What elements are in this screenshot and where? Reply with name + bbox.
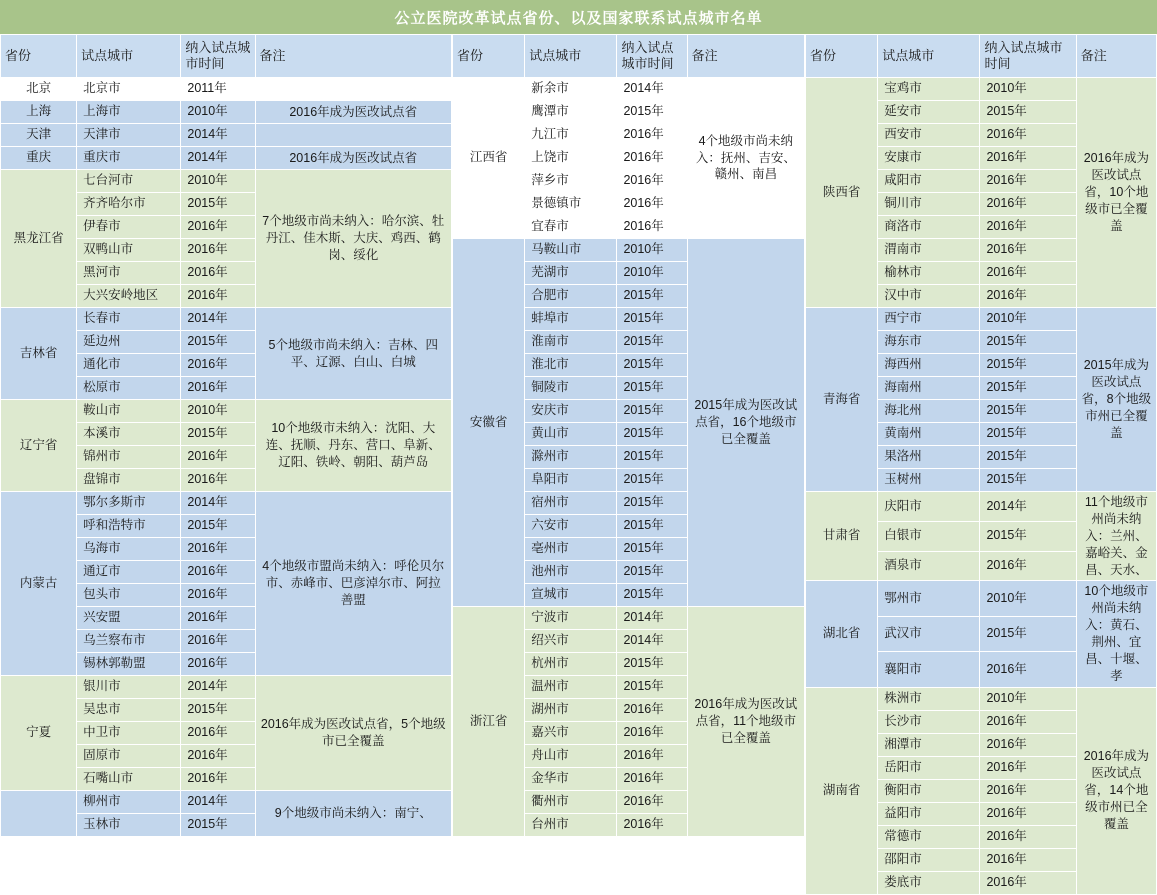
year-cell: 2016年 (617, 791, 687, 814)
year-cell: 2015年 (980, 616, 1076, 651)
table-row (1, 124, 452, 147)
year-cell: 2010年 (181, 400, 255, 423)
year-cell: 2016年 (980, 216, 1076, 239)
year-cell: 2015年 (617, 492, 687, 515)
city-cell: 呼和浩特市 (77, 515, 181, 538)
city-cell: 嘉兴市 (525, 722, 617, 745)
city-cell: 银川市 (77, 676, 181, 699)
city-cell: 锦州市 (77, 446, 181, 469)
city-cell: 绍兴市 (525, 630, 617, 653)
year-cell: 2014年 (181, 676, 255, 699)
province-cell: 北京 (1, 78, 77, 101)
year-cell: 2016年 (181, 768, 255, 791)
year-cell: 2016年 (617, 814, 687, 837)
city-cell: 兴安盟 (77, 607, 181, 630)
year-cell: 2016年 (181, 285, 255, 308)
header-province: 省份 (1, 35, 77, 78)
year-cell: 2015年 (617, 400, 687, 423)
note-cell: 4个地级市盟尚未纳入：呼伦贝尔市、赤峰市、巴彦淖尔市、阿拉善盟 (255, 492, 451, 676)
city-cell: 宝鸡市 (878, 78, 980, 101)
city-cell: 常德市 (878, 825, 980, 848)
note-cell (255, 78, 451, 101)
city-cell: 淮北市 (525, 354, 617, 377)
table-row (1, 791, 452, 814)
year-cell: 2015年 (181, 814, 255, 837)
year-cell: 2014年 (181, 492, 255, 515)
city-cell: 襄阳市 (878, 652, 980, 687)
city-cell: 本溪市 (77, 423, 181, 446)
table-row (1, 78, 452, 101)
note-cell: 2016年成为医改试点省，10个地级市已全覆盖 (1076, 78, 1156, 308)
city-cell: 白银市 (878, 521, 980, 551)
city-cell: 果洛州 (878, 446, 980, 469)
city-cell: 衡阳市 (878, 779, 980, 802)
city-cell: 鄂尔多斯市 (77, 492, 181, 515)
header-note: 备注 (255, 35, 451, 78)
city-cell: 宜春市 (525, 216, 617, 239)
note-cell: 4个地级市尚未纳入：抚州、吉安、赣州、南昌 (687, 78, 804, 239)
note-cell: 5个地级市尚未纳入：吉林、四平、辽源、白山、白城 (255, 308, 451, 400)
city-cell: 铜陵市 (525, 377, 617, 400)
year-cell: 2016年 (181, 745, 255, 768)
city-cell: 宁波市 (525, 607, 617, 630)
city-cell: 淮南市 (525, 331, 617, 354)
city-cell: 海西州 (878, 354, 980, 377)
city-cell: 宿州市 (525, 492, 617, 515)
city-cell: 上海市 (77, 101, 181, 124)
year-cell: 2010年 (980, 581, 1076, 616)
year-cell: 2015年 (617, 653, 687, 676)
city-cell: 包头市 (77, 584, 181, 607)
year-cell: 2015年 (617, 423, 687, 446)
year-cell: 2010年 (980, 78, 1076, 101)
table-row (1, 400, 452, 423)
year-cell: 2014年 (617, 607, 687, 630)
province-cell: 浙江省 (453, 607, 525, 837)
note-cell: 2015年成为医改试点省，8个地级市州已全覆盖 (1076, 308, 1156, 492)
year-cell: 2016年 (181, 239, 255, 262)
city-cell: 商洛市 (878, 216, 980, 239)
year-cell: 2011年 (181, 78, 255, 101)
city-cell: 乌海市 (77, 538, 181, 561)
table-row (1, 147, 452, 170)
year-cell: 2016年 (617, 722, 687, 745)
province-cell: 陕西省 (806, 78, 878, 308)
year-cell: 2014年 (980, 492, 1076, 522)
city-cell: 西安市 (878, 124, 980, 147)
table-row (806, 492, 1157, 522)
city-cell: 台州市 (525, 814, 617, 837)
year-cell: 2016年 (181, 653, 255, 676)
city-cell: 海南州 (878, 377, 980, 400)
city-cell: 滁州市 (525, 446, 617, 469)
city-cell: 亳州市 (525, 538, 617, 561)
city-cell: 阜阳市 (525, 469, 617, 492)
city-cell: 延安市 (878, 101, 980, 124)
year-cell: 2016年 (980, 285, 1076, 308)
city-cell: 黄山市 (525, 423, 617, 446)
city-cell: 玉树州 (878, 469, 980, 492)
city-cell: 株洲市 (878, 687, 980, 710)
city-cell: 长沙市 (878, 710, 980, 733)
city-cell: 萍乡市 (525, 170, 617, 193)
year-cell: 2015年 (980, 400, 1076, 423)
year-cell: 2015年 (617, 101, 687, 124)
year-cell: 2014年 (181, 791, 255, 814)
table-row (806, 308, 1157, 331)
year-cell: 2014年 (617, 630, 687, 653)
header-city: 试点城市 (525, 35, 617, 78)
year-cell: 2015年 (617, 354, 687, 377)
city-cell: 池州市 (525, 561, 617, 584)
year-cell: 2016年 (181, 630, 255, 653)
city-cell: 固原市 (77, 745, 181, 768)
city-cell: 益阳市 (878, 802, 980, 825)
city-cell: 鞍山市 (77, 400, 181, 423)
province-cell: 青海省 (806, 308, 878, 492)
note-cell: 2016年成为医改试点省，5个地级市已全覆盖 (255, 676, 451, 791)
header-province: 省份 (453, 35, 525, 78)
year-cell: 2015年 (980, 423, 1076, 446)
year-cell: 2015年 (617, 285, 687, 308)
table-row (806, 581, 1157, 616)
table-block-1 (0, 34, 452, 837)
year-cell: 2016年 (980, 825, 1076, 848)
header-note: 备注 (1076, 35, 1156, 78)
year-cell: 2016年 (181, 377, 255, 400)
province-cell: 湖南省 (806, 687, 878, 894)
province-cell: 内蒙古 (1, 492, 77, 676)
city-cell: 岳阳市 (878, 756, 980, 779)
year-cell: 2015年 (617, 377, 687, 400)
note-cell: 9个地级市尚未纳入：南宁、 (255, 791, 451, 837)
province-cell: 安徽省 (453, 239, 525, 607)
city-cell: 乌兰察布市 (77, 630, 181, 653)
city-cell: 芜湖市 (525, 262, 617, 285)
year-cell: 2010年 (181, 170, 255, 193)
city-cell: 锡林郭勒盟 (77, 653, 181, 676)
city-cell: 湘潭市 (878, 733, 980, 756)
year-cell: 2010年 (980, 687, 1076, 710)
year-cell: 2016年 (980, 710, 1076, 733)
year-cell: 2015年 (980, 521, 1076, 551)
note-cell: 2015年成为医改试点省，16个地级市已全覆盖 (687, 239, 804, 607)
city-cell: 温州市 (525, 676, 617, 699)
city-cell: 六安市 (525, 515, 617, 538)
year-cell: 2016年 (617, 768, 687, 791)
year-cell: 2010年 (181, 101, 255, 124)
city-cell: 鹰潭市 (525, 101, 617, 124)
province-cell: 江西省 (453, 78, 525, 239)
province-cell: 甘肃省 (806, 492, 878, 581)
year-cell: 2016年 (980, 733, 1076, 756)
year-cell: 2016年 (181, 216, 255, 239)
note-cell: 11个地级市州尚未纳入：兰州、嘉峪关、金昌、天水、 (1076, 492, 1156, 581)
year-cell: 2016年 (181, 469, 255, 492)
year-cell: 2016年 (181, 354, 255, 377)
header-province: 省份 (806, 35, 878, 78)
table-header-row (806, 35, 1157, 78)
year-cell: 2016年 (980, 193, 1076, 216)
table-row (806, 78, 1157, 101)
city-cell: 榆林市 (878, 262, 980, 285)
year-cell: 2015年 (980, 101, 1076, 124)
header-year: 纳入试点城市时间 (980, 35, 1076, 78)
year-cell: 2016年 (617, 216, 687, 239)
year-cell: 2016年 (617, 124, 687, 147)
year-cell: 2016年 (980, 124, 1076, 147)
year-cell: 2015年 (181, 331, 255, 354)
tables-container (0, 34, 1157, 895)
city-cell: 咸阳市 (878, 170, 980, 193)
city-cell: 酒泉市 (878, 551, 980, 581)
year-cell: 2015年 (181, 699, 255, 722)
year-cell: 2016年 (181, 262, 255, 285)
city-cell: 西宁市 (878, 308, 980, 331)
year-cell: 2016年 (617, 745, 687, 768)
year-cell: 2016年 (980, 239, 1076, 262)
city-cell: 北京市 (77, 78, 181, 101)
table-row (1, 170, 452, 193)
year-cell: 2015年 (617, 515, 687, 538)
table-row (1, 492, 452, 515)
table-row (1, 676, 452, 699)
city-cell: 安康市 (878, 147, 980, 170)
header-city: 试点城市 (878, 35, 980, 78)
year-cell: 2016年 (617, 147, 687, 170)
city-cell: 金华市 (525, 768, 617, 791)
year-cell: 2016年 (980, 779, 1076, 802)
page-title-bar (0, 0, 1157, 34)
table-row (453, 239, 805, 262)
city-cell: 湖州市 (525, 699, 617, 722)
table-body-2 (453, 78, 805, 837)
city-cell: 玉林市 (77, 814, 181, 837)
year-cell: 2015年 (617, 561, 687, 584)
city-cell: 盘锦市 (77, 469, 181, 492)
year-cell: 2016年 (980, 551, 1076, 581)
city-cell: 黑河市 (77, 262, 181, 285)
year-cell: 2016年 (980, 871, 1076, 894)
note-cell: 2016年成为医改试点省，11个地级市已全覆盖 (687, 607, 804, 837)
year-cell: 2015年 (980, 469, 1076, 492)
year-cell: 2015年 (617, 308, 687, 331)
city-cell: 海东市 (878, 331, 980, 354)
year-cell: 2015年 (617, 538, 687, 561)
province-cell (1, 791, 77, 837)
city-cell: 重庆市 (77, 147, 181, 170)
year-cell: 2016年 (181, 446, 255, 469)
year-cell: 2016年 (181, 538, 255, 561)
city-cell: 娄底市 (878, 871, 980, 894)
city-cell: 马鞍山市 (525, 239, 617, 262)
city-cell: 安庆市 (525, 400, 617, 423)
year-cell: 2015年 (181, 515, 255, 538)
city-cell: 新余市 (525, 78, 617, 101)
city-cell: 通辽市 (77, 561, 181, 584)
table-row (1, 101, 452, 124)
header-year: 纳入试点城市时间 (181, 35, 255, 78)
year-cell: 2016年 (980, 170, 1076, 193)
year-cell: 2016年 (980, 756, 1076, 779)
city-cell: 渭南市 (878, 239, 980, 262)
table-row (453, 78, 805, 101)
year-cell: 2014年 (181, 308, 255, 331)
year-cell: 2015年 (980, 377, 1076, 400)
province-cell: 宁夏 (1, 676, 77, 791)
year-cell: 2015年 (617, 584, 687, 607)
header-city: 试点城市 (77, 35, 181, 78)
city-cell: 齐齐哈尔市 (77, 193, 181, 216)
city-cell: 九江市 (525, 124, 617, 147)
year-cell: 2010年 (617, 239, 687, 262)
city-cell: 伊春市 (77, 216, 181, 239)
city-cell: 长春市 (77, 308, 181, 331)
year-cell: 2015年 (617, 676, 687, 699)
header-note: 备注 (687, 35, 804, 78)
city-cell: 武汉市 (878, 616, 980, 651)
note-cell: 10个地级市未纳入：沈阳、大连、抚顺、丹东、营口、阜新、辽阳、铁岭、朝阳、葫芦岛 (255, 400, 451, 492)
table-body-1 (1, 78, 452, 837)
city-cell: 吴忠市 (77, 699, 181, 722)
city-cell: 双鸭山市 (77, 239, 181, 262)
year-cell: 2016年 (617, 193, 687, 216)
city-cell: 松原市 (77, 377, 181, 400)
province-cell: 辽宁省 (1, 400, 77, 492)
year-cell: 2016年 (181, 722, 255, 745)
year-cell: 2016年 (980, 802, 1076, 825)
province-cell: 湖北省 (806, 581, 878, 687)
city-cell: 宣城市 (525, 584, 617, 607)
year-cell: 2016年 (617, 699, 687, 722)
year-cell: 2016年 (181, 561, 255, 584)
city-cell: 汉中市 (878, 285, 980, 308)
city-cell: 柳州市 (77, 791, 181, 814)
province-cell: 吉林省 (1, 308, 77, 400)
year-cell: 2016年 (980, 848, 1076, 871)
city-cell: 景德镇市 (525, 193, 617, 216)
city-cell: 黄南州 (878, 423, 980, 446)
city-cell: 舟山市 (525, 745, 617, 768)
city-cell: 铜川市 (878, 193, 980, 216)
province-cell: 重庆 (1, 147, 77, 170)
province-cell: 天津 (1, 124, 77, 147)
year-cell: 2015年 (181, 193, 255, 216)
province-cell: 上海 (1, 101, 77, 124)
note-cell: 2016年成为医改试点省 (255, 101, 451, 124)
table-block-3 (805, 34, 1157, 895)
city-cell: 七台河市 (77, 170, 181, 193)
city-cell: 大兴安岭地区 (77, 285, 181, 308)
city-cell: 石嘴山市 (77, 768, 181, 791)
year-cell: 2014年 (181, 124, 255, 147)
table-row (1, 308, 452, 331)
note-cell (255, 124, 451, 147)
year-cell: 2016年 (617, 170, 687, 193)
table-body-3 (806, 78, 1157, 895)
city-cell: 蚌埠市 (525, 308, 617, 331)
city-cell: 合肥市 (525, 285, 617, 308)
city-cell: 中卫市 (77, 722, 181, 745)
city-cell: 延边州 (77, 331, 181, 354)
table-row (806, 687, 1157, 710)
year-cell: 2015年 (980, 446, 1076, 469)
table-row (453, 607, 805, 630)
city-cell: 衢州市 (525, 791, 617, 814)
year-cell: 2016年 (181, 584, 255, 607)
year-cell: 2010年 (617, 262, 687, 285)
table-header-row (1, 35, 452, 78)
year-cell: 2016年 (980, 652, 1076, 687)
city-cell: 上饶市 (525, 147, 617, 170)
year-cell: 2015年 (617, 446, 687, 469)
province-cell: 黑龙江省 (1, 170, 77, 308)
year-cell: 2015年 (980, 354, 1076, 377)
year-cell: 2014年 (181, 147, 255, 170)
year-cell: 2016年 (980, 262, 1076, 285)
year-cell: 2010年 (980, 308, 1076, 331)
note-cell: 2016年成为医改试点省 (255, 147, 451, 170)
city-cell: 海北州 (878, 400, 980, 423)
year-cell: 2015年 (617, 331, 687, 354)
city-cell: 庆阳市 (878, 492, 980, 522)
year-cell: 2015年 (617, 469, 687, 492)
table-block-2 (452, 34, 805, 837)
city-cell: 鄂州市 (878, 581, 980, 616)
page-title: 公立医院改革试点省份、以及国家联系试点城市名单 (394, 9, 763, 27)
table-header-row (453, 35, 805, 78)
header-year: 纳入试点城市时间 (617, 35, 687, 78)
note-cell: 7个地级市尚未纳入：哈尔滨、牡丹江、佳木斯、大庆、鸡西、鹤岗、绥化 (255, 170, 451, 308)
city-cell: 通化市 (77, 354, 181, 377)
year-cell: 2016年 (980, 147, 1076, 170)
year-cell: 2014年 (617, 78, 687, 101)
city-cell: 邵阳市 (878, 848, 980, 871)
city-cell: 天津市 (77, 124, 181, 147)
city-cell: 杭州市 (525, 653, 617, 676)
year-cell: 2016年 (181, 607, 255, 630)
note-cell: 10个地级市州尚未纳入：黄石、荆州、宜昌、十堰、孝 (1076, 581, 1156, 687)
year-cell: 2015年 (980, 331, 1076, 354)
year-cell: 2015年 (181, 423, 255, 446)
note-cell: 2016年成为医改试点省，14个地级市州已全覆盖 (1076, 687, 1156, 894)
